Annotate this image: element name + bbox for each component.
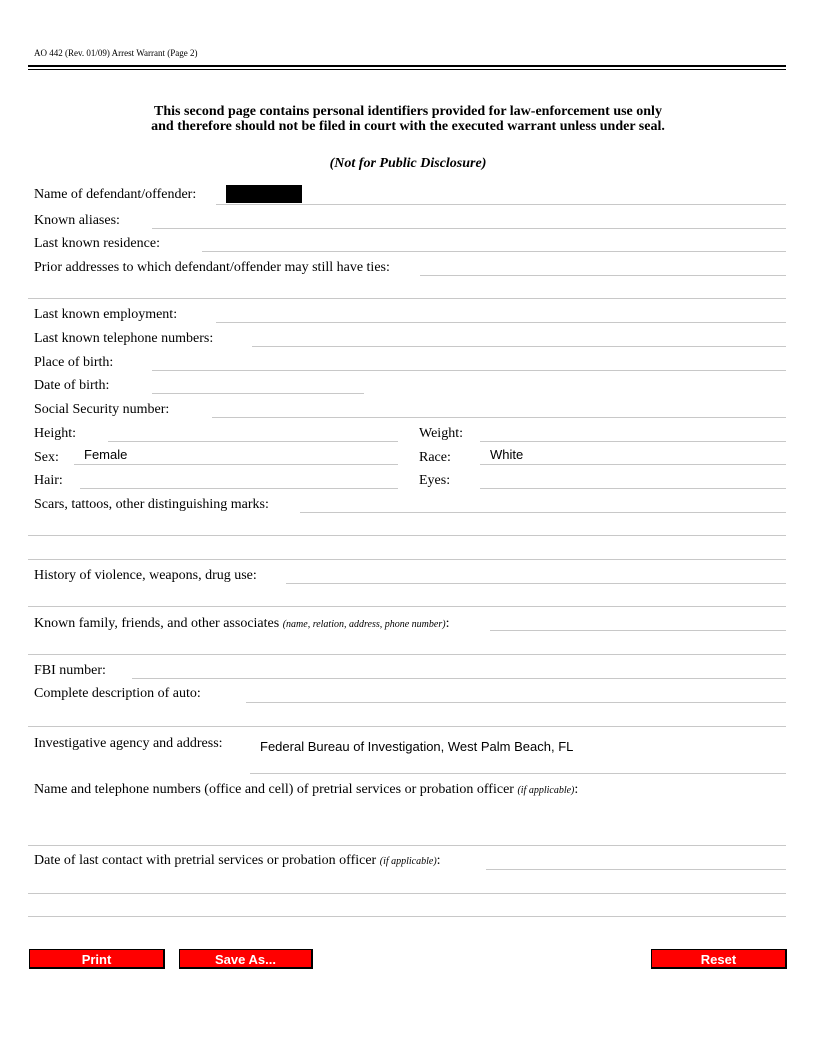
sex-field[interactable] (74, 464, 398, 465)
birthdate-label: Date of birth: (34, 378, 110, 393)
telephone-label: Last known telephone numbers: (34, 331, 214, 346)
agency-value[interactable]: Federal Bureau of Investigation, West Palm Beach, FL (260, 739, 574, 754)
defendant-name-label: Name of defendant/offender: (34, 187, 197, 202)
header-rule-thick (28, 65, 786, 67)
residence-field[interactable] (202, 251, 786, 252)
weight-field[interactable] (480, 441, 786, 442)
race-field[interactable] (480, 464, 786, 465)
last-contact-field[interactable] (486, 869, 786, 870)
employment-label: Last known employment: (34, 307, 178, 322)
employment-field[interactable] (216, 322, 786, 323)
reset-button[interactable]: Reset (651, 949, 787, 969)
associates-label: Known family, friends, and other associates (name, relation, address, phone number): (34, 616, 450, 631)
prior-addresses-field[interactable] (420, 275, 786, 276)
associates-hint: (name, relation, address, phone number) (282, 619, 446, 630)
pretrial-hint: (if applicable) (517, 785, 575, 796)
associates-field-line-2[interactable] (28, 654, 786, 655)
eyes-label: Eyes: (419, 473, 451, 488)
birthplace-label: Place of birth: (34, 355, 114, 370)
last-contact-label: Date of last contact with pretrial services or probation officer (if applicable): (34, 853, 441, 868)
print-button[interactable]: Print (29, 949, 165, 969)
last-contact-field-line-2[interactable] (28, 893, 786, 894)
save-as-button[interactable]: Save As... (179, 949, 313, 969)
prior-addresses-label: Prior addresses to which defendant/offender may still have ties: (34, 260, 390, 275)
sex-value[interactable]: Female (84, 447, 128, 462)
notice-line-1: This second page contains personal identifiers provided for law-enforcement use only (154, 104, 662, 119)
weight-label: Weight: (419, 426, 463, 441)
auto-field-line-2[interactable] (28, 726, 786, 727)
residence-label: Last known residence: (34, 236, 160, 251)
associates-field[interactable] (490, 630, 786, 631)
confidentiality-notice (100, 104, 716, 134)
marks-label: Scars, tattoos, other distinguishing marks: (34, 497, 269, 512)
birthdate-field[interactable] (152, 393, 364, 394)
last-contact-field-line-3[interactable] (28, 916, 786, 917)
agency-label: Investigative agency and address: (34, 736, 223, 751)
ssn-field[interactable] (212, 417, 786, 418)
notice-line-2: and therefore should not be filed in court with the executed warrant unless under seal. (151, 119, 665, 134)
prior-addresses-field-line-2[interactable] (28, 298, 786, 299)
height-label: Height: (34, 426, 76, 441)
agency-field[interactable] (250, 773, 786, 774)
hair-label: Hair: (34, 473, 63, 488)
sex-label: Sex: (34, 450, 59, 465)
marks-field-line-2[interactable] (28, 535, 786, 536)
form-id-header: AO 442 (Rev. 01/09) Arrest Warrant (Page 2) (34, 48, 198, 58)
marks-field-line-3[interactable] (28, 559, 786, 560)
aliases-label: Known aliases: (34, 213, 120, 228)
race-value[interactable]: White (490, 447, 524, 462)
height-field[interactable] (108, 441, 398, 442)
fbi-number-label: FBI number: (34, 663, 106, 678)
auto-label: Complete description of auto: (34, 686, 201, 701)
birthplace-field[interactable] (152, 370, 786, 371)
race-label: Race: (419, 450, 451, 465)
pretrial-officer-label: Name and telephone numbers (office and cell) of pretrial services or probation officer (if applicable): (34, 782, 579, 797)
not-for-public-disclosure: (Not for Public Disclosure) (329, 156, 487, 171)
redaction-box (226, 185, 302, 203)
violence-field[interactable] (286, 583, 786, 584)
violence-label: History of violence, weapons, drug use: (34, 568, 257, 583)
defendant-name-field[interactable] (216, 204, 786, 205)
violence-field-line-2[interactable] (28, 606, 786, 607)
aliases-field[interactable] (152, 228, 786, 229)
marks-field[interactable] (300, 512, 786, 513)
hair-field[interactable] (80, 488, 398, 489)
last-contact-hint: (if applicable) (379, 856, 437, 867)
eyes-field[interactable] (480, 488, 786, 489)
ssn-label: Social Security number: (34, 402, 170, 417)
fbi-number-field[interactable] (132, 678, 786, 679)
header-rule-thin (28, 69, 786, 70)
telephone-field[interactable] (252, 346, 786, 347)
auto-field[interactable] (246, 702, 786, 703)
pretrial-officer-field[interactable] (28, 845, 786, 846)
